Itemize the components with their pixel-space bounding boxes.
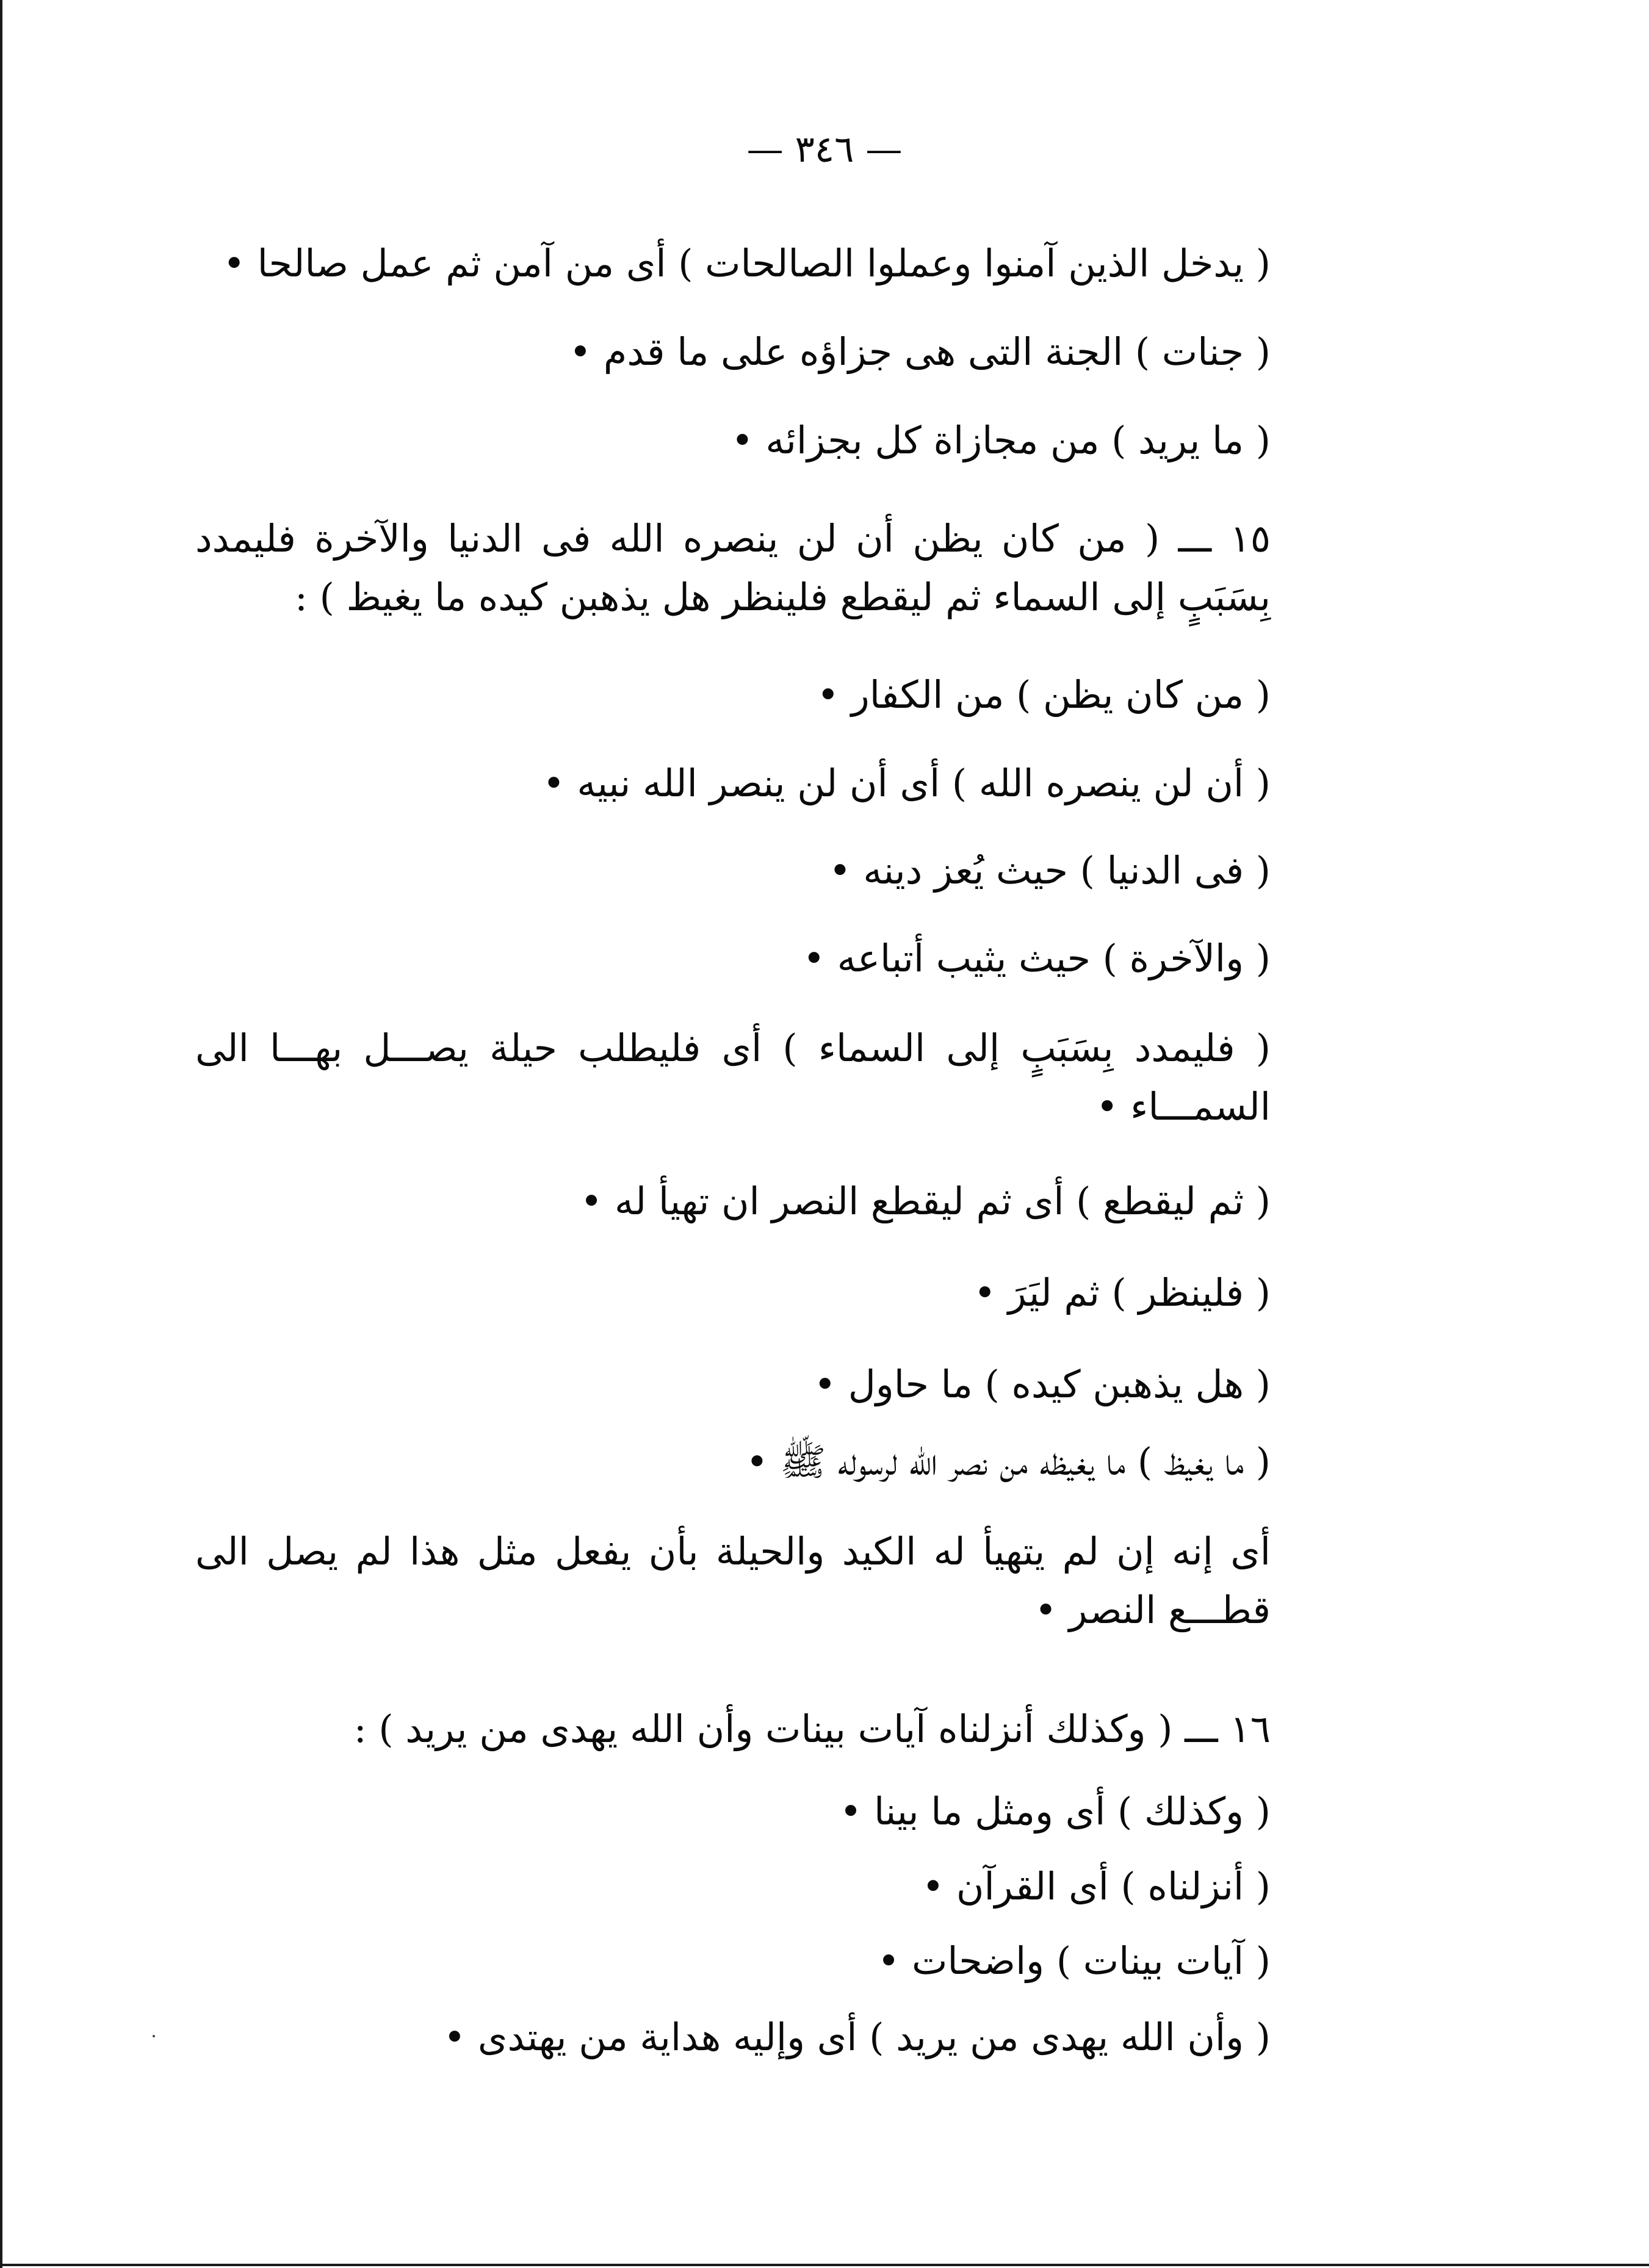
verse-15-heading: ١٥ ـــ ( من كان يظن أن لن ينصره الله فى الدنيا والآخرة فليمدد بِسَبَبٍ إلى السماء ثم ليقطع فلينظر هل يذهبن كيده ما يغيظ ) :	[195, 516, 1271, 620]
text-line-11: ( فلينظر ) ثم ليَرَ •	[973, 1270, 1271, 1315]
text-line-12: ( هل يذهبن كيده ) ما حاول •	[814, 1362, 1271, 1406]
page-number: — ٣٤٦ —	[746, 128, 903, 171]
text-line-6: ( أن لن ينصره الله ) أى أن لن ينصر الله نبيه •	[543, 761, 1271, 805]
text-line-17: ( أنزلناه ) أى القرآن •	[922, 1864, 1271, 1909]
scan-speck	[153, 2035, 155, 2037]
text-line-9: ( فليمدد بِسَبَبٍ إلى السماء ) أى فليطلب حيلة يصـــل بهـــا الى السمـــاء •	[195, 1026, 1271, 1129]
text-line-14: أى إنه إن لم يتهيأ له الكيد والحيلة بأن يفعل مثل هذا لم يصل الى قطـــع النصر •	[195, 1529, 1271, 1633]
verse-16-heading: ١٦ ـــ ( وكذلك أنزلناه آيات بينات وأن الله يهدى من يريد ) :	[353, 1707, 1271, 1751]
text-line-2: ( جنات ) الجنة التى هى جزاؤه على ما قدم •	[569, 329, 1271, 374]
text-line-10: ( ثم ليقطع ) أى ثم ليقطع النصر ان تهيأ له •	[580, 1179, 1271, 1223]
text-line-18: ( آيات بينات ) واضحات •	[877, 1939, 1271, 1983]
text-line-16: ( وكذلك ) أى ومثل ما بينا •	[839, 1789, 1271, 1834]
text-line-8: ( والآخرة ) حيث يثيب أتباعه •	[803, 936, 1271, 981]
text-line-13: ( ما يغيظ ) ما يغيظه من نصر الله لرسوله ﷺ •	[746, 1439, 1271, 1484]
text-line-7: ( فى الدنيا ) حيث يُعز دينه •	[829, 848, 1271, 893]
text-line-5: ( من كان يظن ) من الكفار •	[817, 672, 1271, 717]
page-bottom-border	[0, 2264, 1649, 2266]
text-line-3: ( ما يريد ) من مجازاة كل بجزائه •	[731, 418, 1271, 463]
text-line-19: ( وأن الله يهدى من يريد ) أى وإليه هداية من يهتدى •	[443, 2015, 1271, 2059]
text-line-1: ( يدخل الذين آمنوا وعملوا الصالحات ) أى من آمن ثم عمل صالحا •	[223, 241, 1271, 286]
page-left-border	[0, 0, 2, 2268]
